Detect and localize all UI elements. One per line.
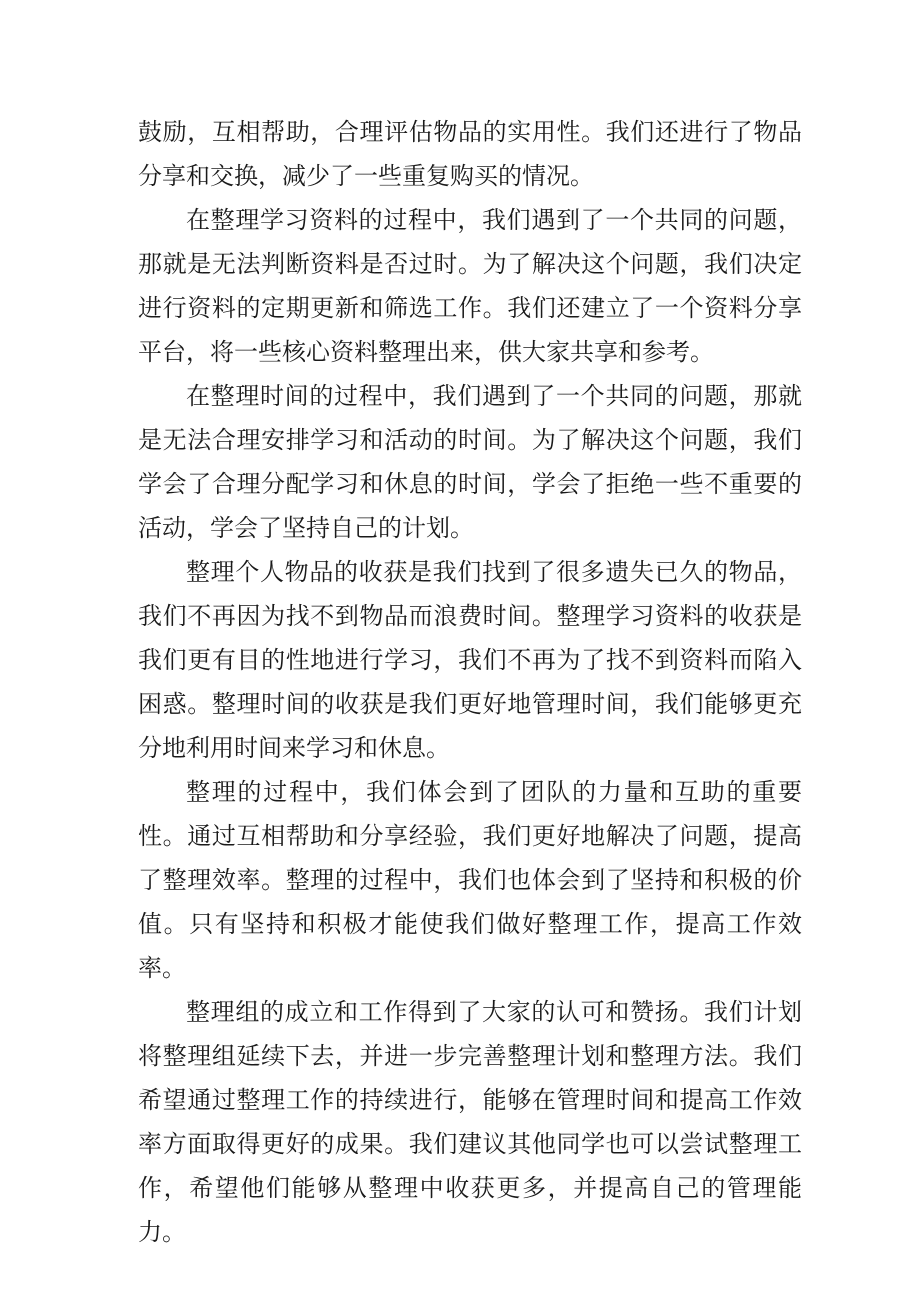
- paragraph-time-management: 在整理时间的过程中，我们遇到了一个共同的问题，那就是无法合理安排学习和活动的时间。为了解决这个问题，我们学会了合理分配学习和休息的时间，学会了拒绝一些不重要的活动，学会了坚持自己的计划。: [138, 382, 802, 542]
- paragraph-teamwork: 整理的过程中，我们体会到了团队的力量和互助的重要性。通过互相帮助和分享经验，我们更好地解决了问题，提高了整理效率。整理的过程中，我们也体会到了坚持和积极的价值。只有坚持和积极才能使我们做好整理工作，提高工作效率。: [138, 778, 802, 982]
- paragraph-gains: 整理个人物品的收获是我们找到了很多遗失已久的物品，我们不再因为找不到物品而浪费时间。整理学习资料的收获是我们更有目的性地进行学习，我们不再为了找不到资料而陷入困惑。整理时间的收获是我们更好地管理时间，我们能够更充分地利用时间来学习和休息。: [138, 558, 802, 762]
- document-body: [138, 110, 802, 1254]
- paragraph-study-materials: 在整理学习资料的过程中，我们遇到了一个共同的问题，那就是无法判断资料是否过时。为了解决这个问题，我们决定进行资料的定期更新和筛选工作。我们还建立了一个资料分享平台，将一些核心资料整理出来，供大家共享和参考。: [138, 206, 802, 366]
- paragraph-continued: 鼓励，互相帮助，合理评估物品的实用性。我们还进行了物品分享和交换，减少了一些重复购买的情况。: [138, 118, 802, 190]
- paragraph-conclusion: 整理组的成立和工作得到了大家的认可和赞扬。我们计划将整理组延续下去，并进一步完善整理计划和整理方法。我们希望通过整理工作的持续进行，能够在管理时间和提高工作效率方面取得更好的成果。我们建议其他同学也可以尝试整理工作，希望他们能够从整理中收获更多，并提高自己的管理能力。: [138, 998, 802, 1246]
